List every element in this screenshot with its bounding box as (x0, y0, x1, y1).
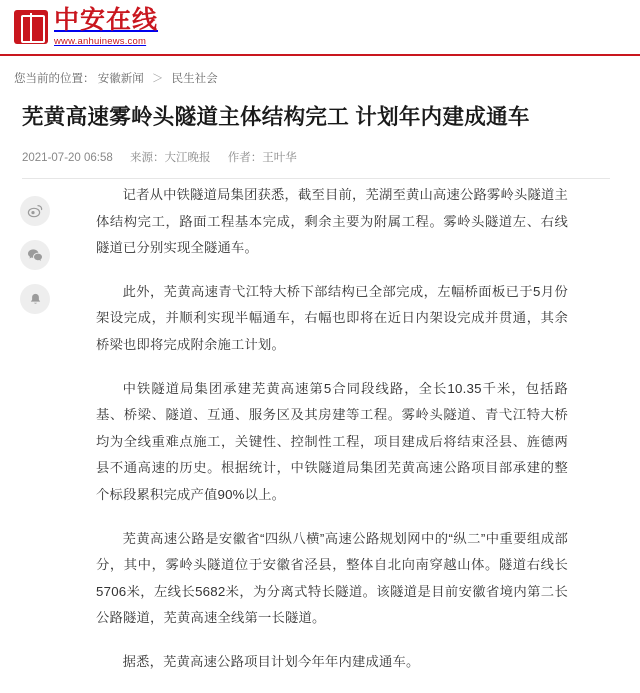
article-paragraph: 芜黄高速公路是安徽省“四纵八横”高速公路规划网中的“纵二”中重要组成部分，其中，雾岭头隧道位于安徽省泾县，整体自北向南穿越山体。隧道右线长5706米，左线长5682米，为分离式特长隧道。该隧道是目前安徽省境内第二长公路隧道，芜黄高速全线第一长隧道。 (96, 530, 568, 626)
breadcrumb-item-0[interactable]: 安徽新闻 (97, 73, 144, 85)
article-paragraph: 中铁隧道局集团承建芜黄高速第5合同段线路，全长10.35千米，包括路基、桥梁、隧道、互通、服务区及其房建等工程。雾岭头隧道、青弋江特大桥均为全线重难点施工，关键性、控制性工程，项目建成后将结束泾县、旌德两县不通高速的历史。根据统计，中铁隧道局集团芜黄高速公路项目部承建的整个标段累积完成产值90%以上。 (96, 380, 568, 502)
weibo-share-icon[interactable] (20, 196, 50, 226)
logo-text (54, 8, 158, 47)
article-paragraph: 据悉，芜黄高速公路项目计划今年年内建成通车。 (122, 653, 420, 669)
wechat-share-icon[interactable] (20, 240, 50, 270)
share-rail (20, 196, 54, 328)
site-header (0, 0, 640, 56)
bell-notify-icon[interactable] (20, 284, 50, 314)
article-paragraph: 记者从中铁隧道局集团获悉，截至目前，芜湖至黄山高速公路雾岭头隧道主体结构完工，路面工程基本完成，剩余主要为附属工程。雾岭头隧道左、右线隧道已分别实现全隧通车。 (96, 187, 568, 256)
site-logo[interactable] (14, 8, 158, 47)
breadcrumb-item-1[interactable]: 民生社会 (171, 73, 218, 85)
article-author: 作者：王叶华 (227, 152, 297, 165)
article-source: 来源：大江晚报 (130, 152, 211, 165)
breadcrumb (0, 56, 640, 96)
title-block (0, 96, 640, 179)
logo-mark-icon (14, 10, 48, 44)
article-meta (22, 149, 610, 179)
page-title: 芜黄高速雾岭头隧道主体结构完工 计划年内建成通车 (22, 105, 530, 129)
publish-date: 2021-07-20 06:58 (22, 152, 113, 165)
logo-text-en: www.anhuinews.com (54, 35, 147, 47)
logo-text-cn: 中安在线 (54, 6, 159, 34)
article-paragraph: 此外，芜黄高速青弋江特大桥下部结构已全部完成，左幅桥面板已于5月份架设完成，并顺利实现半幅通车，右幅也即将在近日内架设完成并贯通，其余桥梁也即将完成附余施工计划。 (96, 283, 568, 352)
breadcrumb-separator: ＞ (151, 73, 164, 85)
breadcrumb-prefix: 您当前的位置： (14, 73, 95, 85)
article-body (96, 182, 568, 693)
